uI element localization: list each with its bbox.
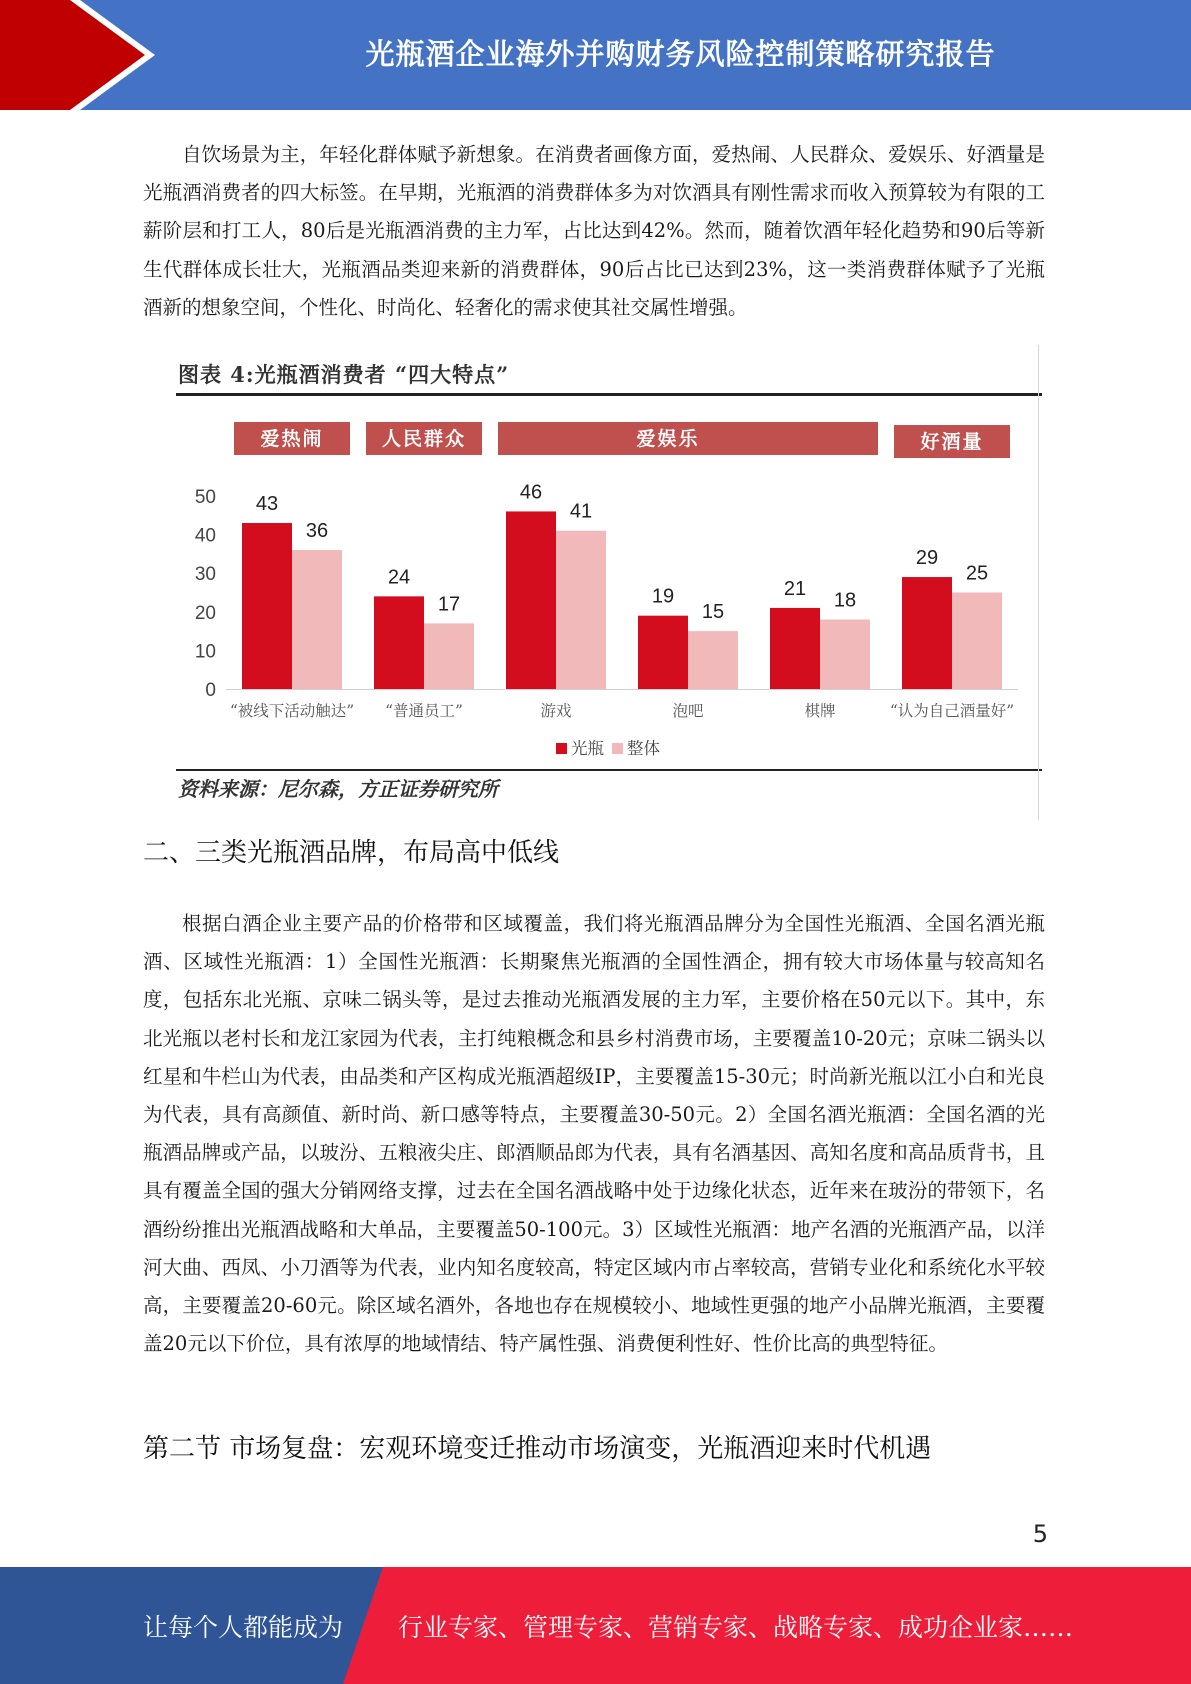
y-tick-label: 10 [194, 641, 216, 663]
group-tag-label: 爱热闹 [260, 428, 324, 450]
data-label: 41 [569, 500, 593, 523]
data-label: 18 [833, 589, 857, 612]
figure-bottom-rule [176, 769, 1042, 771]
data-label: 43 [255, 493, 279, 516]
bar-overall [556, 531, 606, 689]
group-tag-label: 好酒量 [920, 431, 984, 453]
page-footer [0, 1567, 1191, 1684]
bar-overall [688, 631, 738, 689]
paragraph-consumer-profile: 自饮场景为主，年轻化群体赋予新想象。在消费者画像方面，爱热闹、人民群众、爱娱乐、好酒量是光瓶酒消费者的四大标签。在早期，光瓶酒的消费群体多为对饮酒具有刚性需求而收入预算较为有限的工薪阶层和打工人，80后是光瓶酒消费的主力军，占比达到42%。然而，随着饮酒年轻化趋势和90后等新生代群体成长壮大，光瓶酒品类迎来新的消费群体，90后占比已达到23%，这一类消费群体赋予了光瓶酒新的想象空间，个性化、时尚化、轻奢化的需求使其社交属性增强。 [143, 143, 1045, 319]
y-tick-label: 40 [194, 525, 216, 547]
figure-source: 资料来源：尼尔森，方正证券研究所 [178, 777, 498, 801]
figure-right-edge [1038, 345, 1039, 820]
category-label: “被线下活动触达” [229, 702, 355, 720]
data-label: 25 [965, 562, 989, 585]
legend-swatch [612, 743, 623, 754]
category-label: “认为自己酒量好” [889, 702, 1015, 720]
report-title: 光瓶酒企业海外并购财务风险控制策略研究报告 [365, 36, 996, 71]
bar-guangping [506, 511, 556, 689]
y-tick-label: 20 [194, 602, 216, 624]
data-label: 36 [305, 520, 329, 543]
bar-guangping [770, 608, 820, 689]
legend-swatch [556, 743, 567, 754]
footer-slogan-right: 行业专家、管理专家、营销专家、战略专家、成功企业家…… [398, 1612, 1074, 1642]
category-label: 游戏 [540, 702, 572, 720]
bar-guangping [242, 523, 292, 689]
group-tag-label: 人民群众 [381, 428, 467, 450]
consumer-traits-bar-chart [170, 345, 1042, 765]
y-tick-label: 50 [194, 487, 216, 508]
category-label: “普通员工” [385, 702, 463, 720]
bar-guangping [374, 596, 424, 689]
bar-guangping [638, 616, 688, 689]
figure-caption: 图表 4:光瓶酒消费者 “四大特点” [178, 362, 510, 387]
data-label: 29 [915, 547, 939, 570]
page-header [0, 0, 1191, 110]
footer-slogan-left: 让每个人都能成为 [143, 1612, 344, 1642]
page-number: 5 [1032, 1520, 1048, 1548]
figure-4 [170, 345, 1042, 820]
section-heading-brands: 二、三类光瓶酒品牌，布局高中低线 [143, 838, 560, 868]
bar-overall [292, 550, 342, 689]
data-label: 19 [651, 585, 675, 608]
group-tag-label: 爱娱乐 [636, 428, 700, 450]
bar-guangping [902, 577, 952, 689]
legend-label: 光瓶 [571, 740, 604, 758]
paragraph-brand-tiers: 根据白酒企业主要产品的价格带和区域覆盖，我们将光瓶酒品牌分为全国性光瓶酒、全国名酒光瓶酒、区域性光瓶酒：1）全国性光瓶酒：长期聚焦光瓶酒的全国性酒企，拥有较大市场体量与较高知名度，包括东北光瓶、京味二锅头等，是过去推动光瓶酒发展的主力军，主要价格在50元以下。其中，东北光瓶以老村长和龙江家园为代表，主打纯粮概念和县乡村消费市场，主要覆盖10-20元；京味二锅头以红星和牛栏山为代表，由品类和产区构成光瓶酒超级IP，主要覆盖15-30元；时尚新光瓶以江小白和光良为代表，具有高颜值、新时尚、新口感等特点，主要覆盖30-50元。2）全国名酒光瓶酒：全国名酒的光瓶酒品牌或产品，以玻汾、五粮液尖庄、郎酒顺品郎为代表，具有名酒基因、高知名度和高品质背书，且具有覆盖全国的强大分销网络支撑，过去在全国名酒战略中处于边缘化状态，近年来在玻汾的带领下，名酒纷纷推出光瓶酒战略和大单品，主要覆盖50-100元。3）区域性光瓶酒：地产名酒的光瓶酒产品，以洋河大曲、西凤、小刀酒等为代表，业内知名度较高，特定区域内市占率较高，营销专业化和系统化水平较高，主要覆盖20-60元。除区域名酒外，各地也存在规模较小、地域性更强的地产小品牌光瓶酒，主要覆盖20元以下价位，具有浓厚的地域情结、特产属性强、消费便利性好、性价比高的典型特征。 [143, 912, 1045, 1356]
bar-overall [952, 593, 1002, 690]
data-label: 15 [701, 601, 725, 624]
data-label: 17 [437, 593, 461, 616]
bar-overall [820, 620, 870, 689]
category-label: 泡吧 [672, 702, 704, 720]
category-label: 棋牌 [804, 702, 836, 720]
y-tick-label: 30 [194, 564, 216, 586]
section-heading-market-review: 第二节 市场复盘：宏观环境变迁推动市场演变，光瓶酒迎来时代机遇 [143, 1434, 932, 1464]
bar-overall [424, 623, 474, 689]
data-label: 24 [387, 566, 411, 589]
y-tick-label: 0 [205, 680, 216, 701]
data-label: 21 [783, 577, 807, 600]
legend-label: 整体 [627, 740, 660, 758]
data-label: 46 [519, 481, 543, 504]
